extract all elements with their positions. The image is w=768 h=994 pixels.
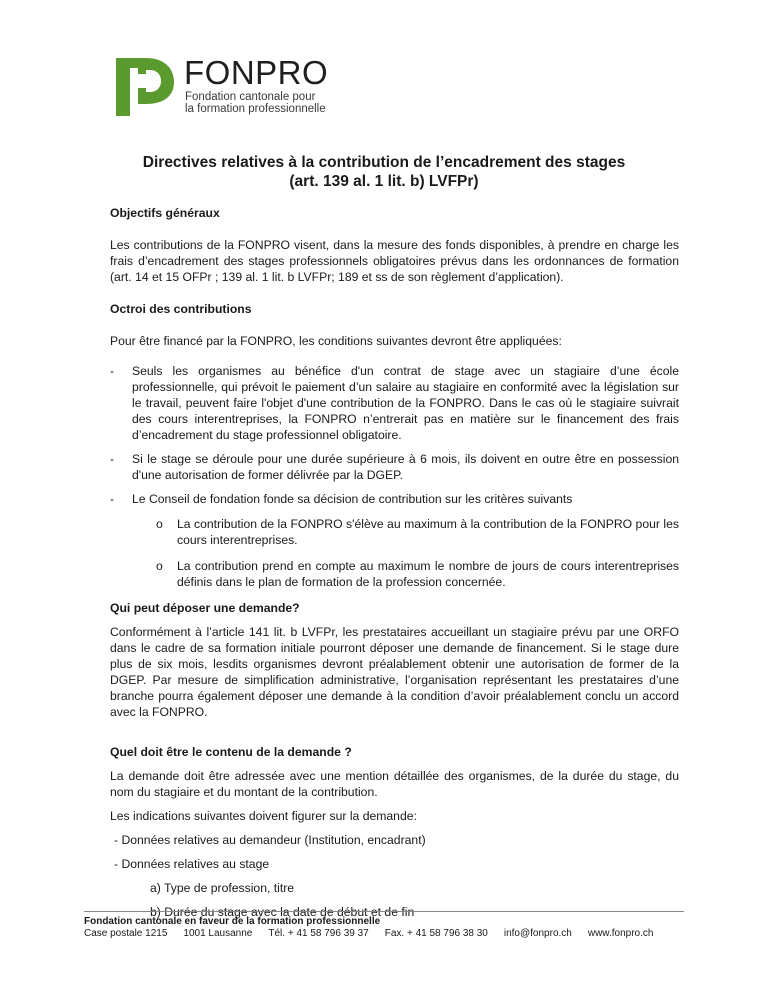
footer-email[interactable]: info@fonpro.ch [503, 928, 572, 939]
footer-fax: Fax. + 41 58 796 38 30 [384, 928, 488, 939]
footer-contact-row [84, 928, 684, 940]
list-item-text: Seuls les organismes au bénéfice d'un contrat de stage avec un stagiaire d’une école professionnelle, qui prévoit le paiement d’un salaire au stagiaire en conformité avec la législation sur le travail, peuvent faire l'objet d'une contribution de la FONPRO. Dans le cas où le stagiaire suivrait des cours interentreprises, la FONPRO n’entrerait pas en matière sur le financement des frais d’encadrement du stage professionnel obligatoire. [132, 364, 679, 442]
heading-octroi: Octroi des contributions [110, 302, 252, 316]
heading-qui-peut: Qui peut déposer une demande? [110, 601, 300, 615]
title-line2: (art. 139 al. 1 lit. b) LVFPr) [289, 173, 479, 190]
contenu-text: La demande doit être adressée avec une mention détaillée des organismes, de la durée du stage, du nom du stagiaire et du montant de la contribution. [110, 769, 679, 799]
footer-box: Case postale 1215 [84, 928, 168, 939]
list-item-text: La contribution prend en compte au maximum le nombre de jours de cours interentreprises définis dans le plan de formation de la profession concernée. [177, 559, 679, 589]
list-item-text: Si le stage se déroule pour une durée supérieure à 6 mois, ils doivent en outre être en possession d'une autorisation de former délivrée par la DGEP. [132, 452, 679, 482]
heading-objectifs: Objectifs généraux [110, 206, 220, 220]
logo-subtitle-line1: Fondation cantonale pour [185, 91, 316, 103]
criteria-list [132, 516, 679, 590]
list-item-text: La contribution de la FONPRO s'élève au maximum à la contribution de la FONPRO pour les cours interentreprises. [177, 517, 679, 547]
logo-subtitle [185, 91, 326, 115]
title-line1: Directives relatives à la contribution de l’encadrement des stages [142, 154, 626, 171]
indications-list [110, 832, 679, 872]
conditions-list [110, 363, 679, 590]
logo-name: FONPRO [184, 54, 329, 91]
list-item: - Seuls les organismes au bénéfice d'un contrat de stage avec un stagiaire d’une école professionnelle, qui prévoit le paiement d’un salaire au stagiaire en conformité avec la législation sur le travail, peuvent faire l'objet d'une contribution de la FONPRO. Dans le cas où le stagiaire suivrait des cours interentreprises, la FONPRO n’entrerait pas en matière sur le financement des frais d’encadrement du stage professionnel obligatoire. [110, 364, 679, 442]
octroi-intro: Pour être financé par la FONPRO, les conditions suivantes devront être appliquées: [110, 334, 562, 348]
list-item: - Le Conseil de fondation fonde sa décision de contribution sur les critères suivants o La contribution de la FONPRO s'élève au maximum à la contribution de la FONPRO pour les cours interentreprises. o La contribution prend en compte au maximum le nombre de jours de cours interentreprises définis dans le plan de formation de la profession concernée. [110, 492, 679, 589]
list-item: a) Type de profession, titre [150, 881, 295, 895]
qui-peut-text: Conformément à l’article 141 lit. b LVFPr, les prestataires accueillant un stagiaire prévu par une ORFO dans le cadre de sa formation initiale pourront déposer une demande de financement. Si le stage dure plus de six mois, lesdits organismes devront préalablement obtenir une autorisation de former de la DGEP. Par mesure de simplification administrative, l’organisation représentant les prestataires d’une branche pourra également déposer une demande à la condition d’avoir préalablement conclu un accord avec la FONPRO. [110, 625, 679, 719]
objectifs-text: Les contributions de la FONPRO visent, dans la mesure des fonds disponibles, à prendre en charge les frais d’encadrement des stages professionnels obligatoires prévus dans les ordonnances de formation (art. 14 et 15 OFPr ; 139 al. 1 lit. b LVFPr; 189 et ss de son règlement d’application). [110, 238, 679, 284]
list-item: - Si le stage se déroule pour une durée supérieure à 6 mois, ils doivent en outre être en possession d'une autorisation de former délivrée par la DGEP. [110, 452, 679, 482]
list-item: - Données relatives au demandeur (Institution, encadrant) [114, 833, 426, 847]
fonpro-logo [116, 54, 346, 118]
footer-title: Fondation cantonale en faveur de la formation professionnelle [84, 916, 381, 927]
heading-contenu: Quel doit être le contenu de la demande ? [110, 745, 352, 759]
document-body [110, 205, 679, 928]
page-footer [84, 911, 684, 940]
document-title [0, 153, 768, 191]
list-item: - Données relatives au stage [114, 857, 270, 871]
list-item: o La contribution prend en compte au maximum le nombre de jours de cours interentreprises définis dans le plan de formation de la profession concernée. [156, 559, 679, 589]
list-item-text: Le Conseil de fondation fonde sa décision de contribution sur les critères suivants [132, 492, 573, 506]
footer-city: 1001 Lausanne [183, 928, 253, 939]
footer-tel: Tél. + 41 58 796 39 37 [268, 928, 369, 939]
logo-subtitle-line2: la formation professionnelle [185, 103, 326, 115]
contenu-intro: Les indications suivantes doivent figurer sur la demande: [110, 809, 417, 823]
footer-web[interactable]: www.fonpro.ch [587, 928, 654, 939]
fonpro-logo-icon [116, 58, 176, 116]
list-item: o La contribution de la FONPRO s'élève au maximum à la contribution de la FONPRO pour les cours interentreprises. [156, 517, 679, 547]
list-item: b) Durée du stage avec la date de début et de fin [150, 905, 415, 919]
